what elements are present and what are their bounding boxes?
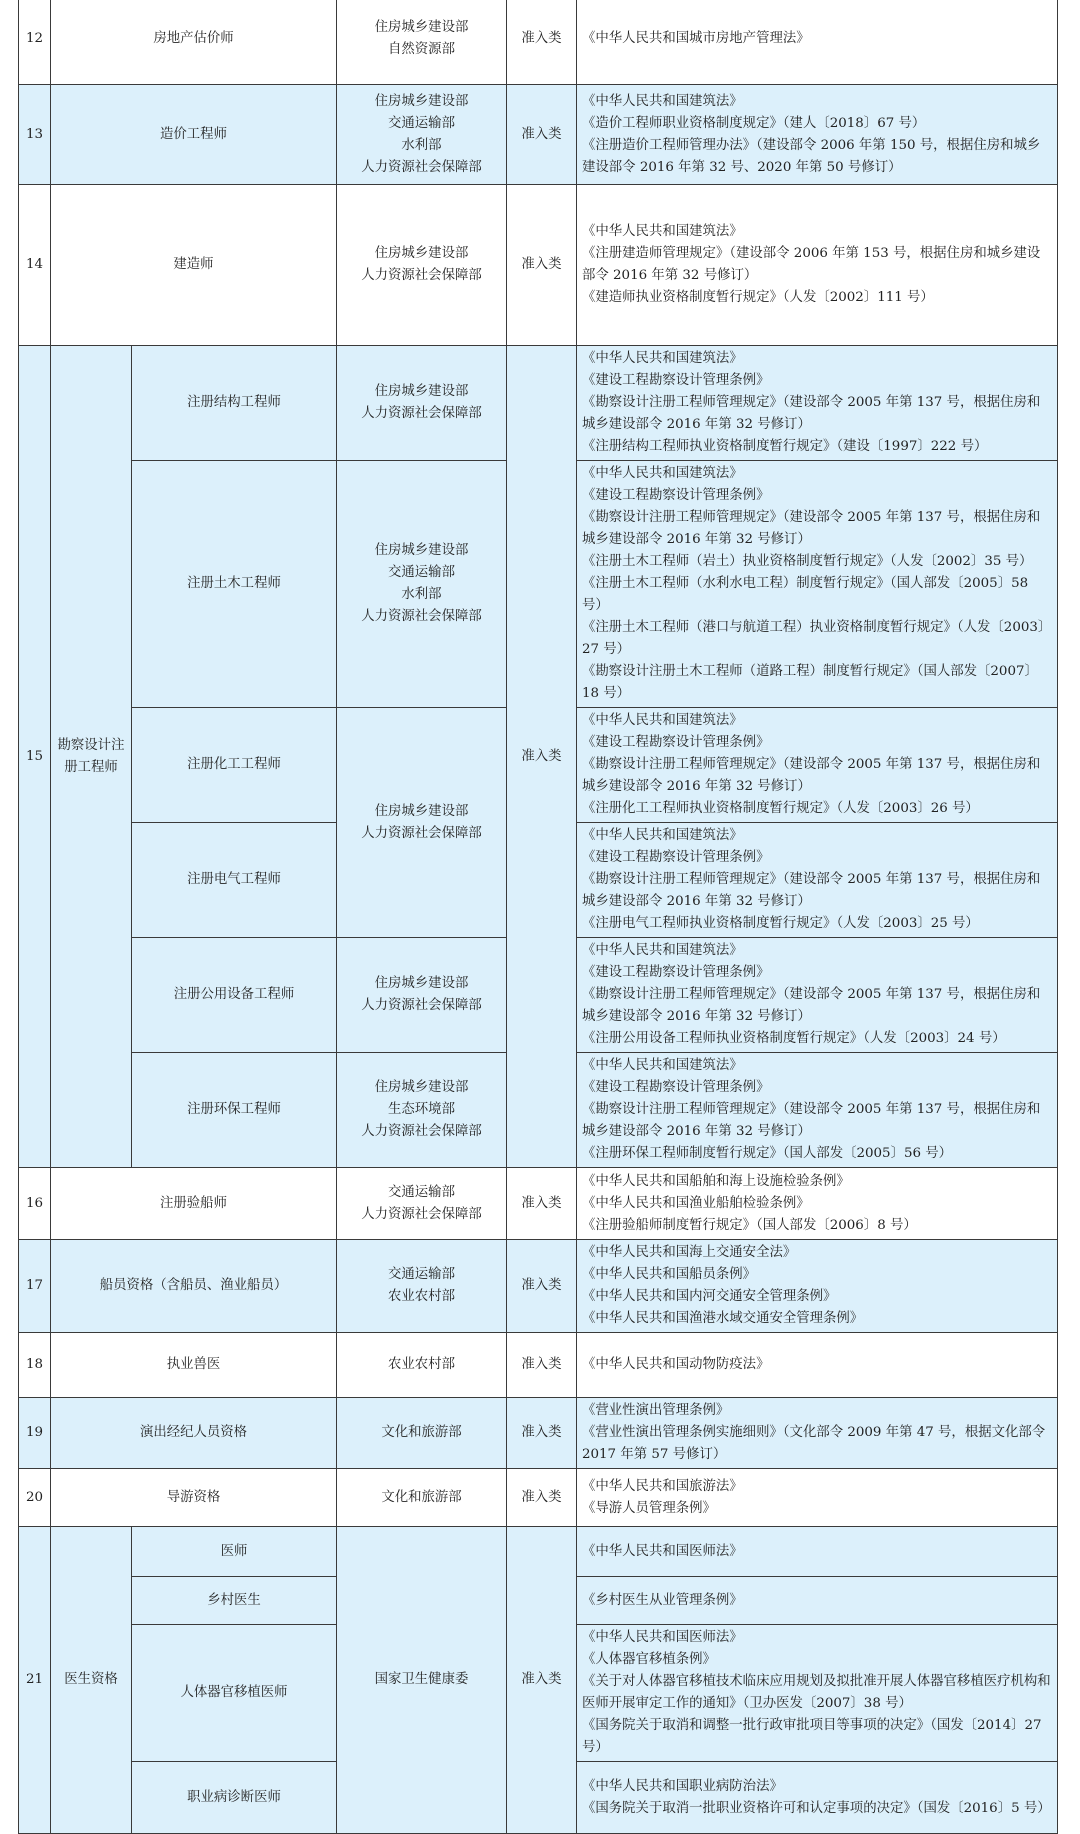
department-cell: 住房城乡建设部 自然资源部 xyxy=(337,0,507,85)
legal-basis-cell: 《中华人民共和国建筑法》 《建设工程勘察设计管理条例》 《勘察设计注册工程师管理规定》（建设部令 2005 年第 137 号，根据住房和城乡建设部令 2016 年第 32 号修订） 《注册土木工程师（岩土）执业资格制度暂行规定》（人发〔2002〕35 号） 《注册土木工程师（水利水电工程）制度暂行规定》（国人部发〔2005〕58 号） 《注册土木工程师（港口与航道工程）执业资格制度暂行规定》（人发〔2003〕27 号） 《勘察设计注册土木工程师（道路工程）制度暂行规定》（国人部发〔2007〕18 号） xyxy=(577,461,1058,708)
legal-basis-cell: 《中华人民共和国船舶和海上设施检验条例》 《中华人民共和国渔业船舶检验条例》 《注册验船师制度暂行规定》（国人部发〔2006〕8 号） xyxy=(577,1168,1058,1240)
legal-basis-cell: 《乡村医生从业管理条例》 xyxy=(577,1577,1058,1625)
legal-basis-cell: 《中华人民共和国建筑法》 《建设工程勘察设计管理条例》 《勘察设计注册工程师管理规定》（建设部令 2005 年第 137 号，根据住房和城乡建设部令 2016 年第 32 号修订） 《注册电气工程师执业资格制度暂行规定》（人发〔2003〕25 号） xyxy=(577,823,1058,938)
category-cell: 准入类 xyxy=(507,1469,577,1527)
row-number: 15 xyxy=(19,346,51,1168)
sub-qualification: 职业病诊断医师 xyxy=(132,1762,337,1834)
legal-basis-cell: 《中华人民共和国建筑法》 《建设工程勘察设计管理条例》 《勘察设计注册工程师管理规定》（建设部令 2005 年第 137 号，根据住房和城乡建设部令 2016 年第 32 号修订） 《注册环保工程师制度暂行规定》（国人部发〔2005〕56 号） xyxy=(577,1053,1058,1168)
legal-basis-cell: 《中华人民共和国建筑法》 《建设工程勘察设计管理条例》 《勘察设计注册工程师管理规定》（建设部令 2005 年第 137 号，根据住房和城乡建设部令 2016 年第 32 号修订） 《注册化工工程师执业资格制度暂行规定》（人发〔2003〕26 号） xyxy=(577,708,1058,823)
department-cell: 住房城乡建设部 人力资源社会保障部 xyxy=(337,708,507,938)
table-row xyxy=(19,1398,1058,1469)
qualification-name: 房地产估价师 xyxy=(51,0,337,85)
table-row xyxy=(19,1168,1058,1240)
department-cell: 国家卫生健康委 xyxy=(337,1527,507,1834)
sub-qualification: 注册环保工程师 xyxy=(132,1053,337,1168)
sub-qualification: 注册公用设备工程师 xyxy=(132,938,337,1053)
qualification-name: 注册验船师 xyxy=(51,1168,337,1240)
department-cell: 文化和旅游部 xyxy=(337,1469,507,1527)
department-cell: 住房城乡建设部 人力资源社会保障部 xyxy=(337,938,507,1053)
qualification-name: 演出经纪人员资格 xyxy=(51,1398,337,1469)
table-row xyxy=(19,1240,1058,1333)
table-row xyxy=(19,85,1058,185)
sub-qualification: 注册电气工程师 xyxy=(132,823,337,938)
table-row xyxy=(19,1333,1058,1398)
legal-basis-cell: 《中华人民共和国海上交通安全法》 《中华人民共和国船员条例》 《中华人民共和国内河交通安全管理条例》 《中华人民共和国渔港水域交通安全管理条例》 xyxy=(577,1240,1058,1333)
legal-basis-cell: 《中华人民共和国旅游法》 《导游人员管理条例》 xyxy=(577,1469,1058,1527)
legal-basis-cell: 《中华人民共和国动物防疫法》 xyxy=(577,1333,1058,1398)
row-number: 19 xyxy=(19,1398,51,1469)
table-row xyxy=(19,185,1058,346)
department-cell: 住房城乡建设部 人力资源社会保障部 xyxy=(337,185,507,346)
legal-basis-cell: 《中华人民共和国建筑法》 《建设工程勘察设计管理条例》 《勘察设计注册工程师管理规定》（建设部令 2005 年第 137 号，根据住房和城乡建设部令 2016 年第 32 号修订） 《注册公用设备工程师执业资格制度暂行规定》（人发〔2003〕24 号） xyxy=(577,938,1058,1053)
category-cell: 准入类 xyxy=(507,1240,577,1333)
qualification-name: 造价工程师 xyxy=(51,85,337,185)
department-cell: 住房城乡建设部 交通运输部 水利部 人力资源社会保障部 xyxy=(337,85,507,185)
table-row xyxy=(19,1527,1058,1577)
qualification-name: 医生资格 xyxy=(51,1527,132,1834)
department-cell: 农业农村部 xyxy=(337,1333,507,1398)
row-number: 16 xyxy=(19,1168,51,1240)
category-cell: 准入类 xyxy=(507,185,577,346)
qualification-name: 执业兽医 xyxy=(51,1333,337,1398)
category-cell: 准入类 xyxy=(507,1398,577,1469)
legal-basis-cell: 《中华人民共和国建筑法》 《注册建造师管理规定》（建设部令 2006 年第 153 号，根据住房和城乡建设部令 2016 年第 32 号修订） 《建造师执业资格制度暂行规定》（人发〔2002〕111 号） xyxy=(577,185,1058,346)
department-cell: 住房城乡建设部 交通运输部 水利部 人力资源社会保障部 xyxy=(337,461,507,708)
qualification-name: 船员资格（含船员、渔业船员） xyxy=(51,1240,337,1333)
department-cell: 住房城乡建设部 人力资源社会保障部 xyxy=(337,346,507,461)
row-number: 12 xyxy=(19,0,51,85)
category-cell: 准入类 xyxy=(507,1168,577,1240)
row-number: 13 xyxy=(19,85,51,185)
category-cell: 准入类 xyxy=(507,1333,577,1398)
legal-basis-cell: 《中华人民共和国建筑法》 《建设工程勘察设计管理条例》 《勘察设计注册工程师管理规定》（建设部令 2005 年第 137 号，根据住房和城乡建设部令 2016 年第 32 号修订） 《注册结构工程师执业资格制度暂行规定》（建设〔1997〕222 号） xyxy=(577,346,1058,461)
department-cell: 住房城乡建设部 生态环境部 人力资源社会保障部 xyxy=(337,1053,507,1168)
category-cell: 准入类 xyxy=(507,0,577,85)
table-row xyxy=(19,0,1058,85)
legal-basis-cell: 《营业性演出管理条例》 《营业性演出管理条例实施细则》（文化部令 2009 年第 47 号，根据文化部令 2017 年第 57 号修订） xyxy=(577,1398,1058,1469)
table-row xyxy=(19,1469,1058,1527)
row-number: 14 xyxy=(19,185,51,346)
category-cell: 准入类 xyxy=(507,85,577,185)
legal-basis-cell: 《中华人民共和国建筑法》 《造价工程师职业资格制度规定》（建人〔2018〕67 号） 《注册造价工程师管理办法》（建设部令 2006 年第 150 号，根据住房和城乡建设部令 2016 年第 32 号、2020 年第 50 号修订） xyxy=(577,85,1058,185)
legal-basis-cell: 《中华人民共和国医师法》 xyxy=(577,1527,1058,1577)
sub-qualification: 注册化工工程师 xyxy=(132,708,337,823)
category-cell: 准入类 xyxy=(507,1527,577,1834)
sub-qualification: 注册土木工程师 xyxy=(132,461,337,708)
sub-qualification: 注册结构工程师 xyxy=(132,346,337,461)
sub-qualification: 乡村医生 xyxy=(132,1577,337,1625)
row-number: 18 xyxy=(19,1333,51,1398)
qualification-name: 建造师 xyxy=(51,185,337,346)
qualification-name: 勘察设计注册工程师 xyxy=(51,346,132,1168)
department-cell: 交通运输部 农业农村部 xyxy=(337,1240,507,1333)
department-cell: 交通运输部 人力资源社会保障部 xyxy=(337,1168,507,1240)
sub-qualification: 医师 xyxy=(132,1527,337,1577)
row-number: 21 xyxy=(19,1527,51,1834)
sub-qualification: 人体器官移植医师 xyxy=(132,1625,337,1762)
legal-basis-cell: 《中华人民共和国职业病防治法》 《国务院关于取消一批职业资格许可和认定事项的决定》（国发〔2016〕5 号） xyxy=(577,1762,1058,1834)
qualification-name: 导游资格 xyxy=(51,1469,337,1527)
legal-basis-cell: 《中华人民共和国医师法》 《人体器官移植条例》 《关于对人体器官移植技术临床应用规划及拟批准开展人体器官移植医疗机构和医师开展审定工作的通知》（卫办医发〔2007〕38 号） 《国务院关于取消和调整一批行政审批项目等事项的决定》（国发〔2014〕27 号） xyxy=(577,1625,1058,1762)
row-number: 20 xyxy=(19,1469,51,1527)
row-number: 17 xyxy=(19,1240,51,1333)
table-row xyxy=(19,346,1058,461)
qualification-table xyxy=(18,0,1058,1834)
department-cell: 文化和旅游部 xyxy=(337,1398,507,1469)
category-cell: 准入类 xyxy=(507,346,577,1168)
legal-basis-cell: 《中华人民共和国城市房地产管理法》 xyxy=(577,0,1058,85)
